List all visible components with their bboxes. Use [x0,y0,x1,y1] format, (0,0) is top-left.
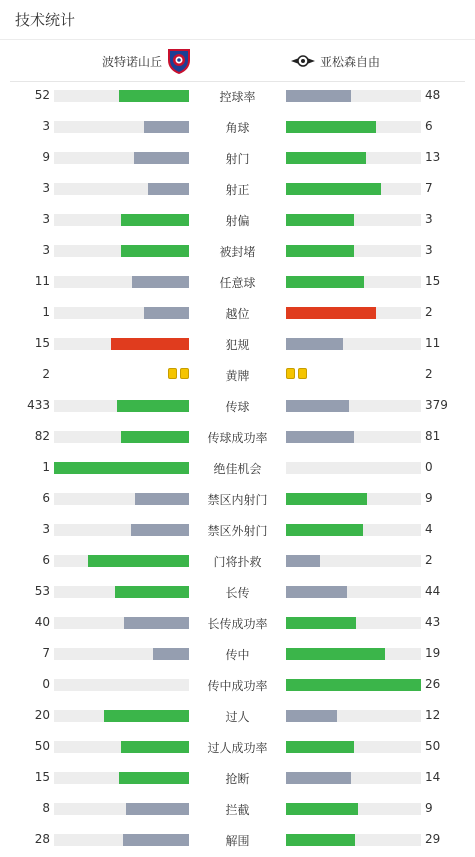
home-value: 3 [42,212,50,226]
home-value: 52 [34,88,50,102]
yellow-card-icon [180,368,189,379]
stat-label: 任意球 [219,276,256,290]
stat-label: 解围 [225,834,250,848]
stats-list [0,82,475,857]
away-bar [286,741,354,753]
teams-row [10,40,465,82]
stat-label: 射正 [225,183,250,197]
away-value: 26 [425,677,441,691]
away-value: 11 [425,336,441,350]
stat-row [0,485,475,516]
stat-label: 传球 [225,400,250,414]
home-value: 2 [42,367,50,381]
home-bar-track [54,772,189,784]
home-value: 20 [34,708,50,722]
home-value: 3 [42,243,50,257]
home-bar [88,555,189,567]
stat-label: 拦截 [225,803,250,817]
home-bar [148,183,189,195]
away-bar-track [286,338,421,350]
stat-row [0,330,475,361]
away-bar [286,493,367,505]
home-bar [111,338,189,350]
away-bar-track [286,524,421,536]
stat-label: 禁区内射门 [207,493,268,507]
home-value: 15 [34,770,50,784]
away-bar-track [286,834,421,846]
away-team[interactable] [291,48,380,74]
stat-label: 过人 [225,710,250,724]
away-bar [286,586,347,598]
yellow-card-icon [286,368,295,379]
away-bar [286,338,343,350]
stat-row [0,82,475,113]
away-bar-track [286,245,421,257]
away-bar [286,400,349,412]
stat-label: 长传 [225,586,250,600]
away-value: 2 [425,553,433,567]
away-bar [286,524,363,536]
away-value: 50 [425,739,441,753]
page-title: 技术统计 [15,11,76,29]
home-value: 433 [27,398,50,412]
away-bar [286,710,337,722]
home-bar [121,741,189,753]
away-value: 81 [425,429,441,443]
away-bar-track [286,183,421,195]
away-value: 48 [425,88,441,102]
away-yellow-cards [286,368,307,379]
home-team[interactable] [102,48,191,74]
away-value: 19 [425,646,441,660]
stat-row [0,392,475,423]
away-bar [286,803,358,815]
away-bar-track [286,462,421,474]
away-bar-track [286,90,421,102]
home-bar [123,834,189,846]
home-bar [124,617,189,629]
home-value: 15 [34,336,50,350]
home-bar-track [54,493,189,505]
home-bar [153,648,189,660]
home-value: 6 [42,553,50,567]
home-bar [117,400,189,412]
away-bar-track [286,648,421,660]
home-bar [144,307,189,319]
away-bar-track [286,617,421,629]
away-team-crest-icon [291,54,315,68]
stat-label: 长传成功率 [207,617,268,631]
home-value: 9 [42,150,50,164]
stat-row [0,299,475,330]
away-value: 15 [425,274,441,288]
away-bar [286,834,355,846]
home-bar-track [54,524,189,536]
home-bar-track [54,462,189,474]
stat-label: 禁区外射门 [207,524,268,538]
home-bar-track [54,276,189,288]
home-value: 3 [42,181,50,195]
stat-row [0,764,475,795]
stat-row [0,361,475,392]
away-bar-track [286,679,421,691]
yellow-card-icon [298,368,307,379]
home-bar [121,245,189,257]
away-value: 3 [425,243,433,257]
home-bar-track [54,307,189,319]
home-value: 50 [34,739,50,753]
home-bar [131,524,189,536]
away-bar [286,679,421,691]
yellow-card-icon [168,368,177,379]
stat-label: 角球 [225,121,250,135]
home-value: 6 [42,491,50,505]
stat-row [0,578,475,609]
away-bar [286,555,320,567]
home-value: 82 [34,429,50,443]
home-bar-track [54,400,189,412]
stat-label: 过人成功率 [207,741,268,755]
stat-row [0,237,475,268]
home-bar [121,431,189,443]
away-value: 13 [425,150,441,164]
stat-row [0,144,475,175]
stat-row [0,454,475,485]
home-bar-track [54,834,189,846]
away-bar-track [286,803,421,815]
away-bar [286,431,354,443]
stat-row [0,268,475,299]
away-bar [286,648,385,660]
stat-label: 抢断 [225,772,250,786]
away-value: 2 [425,305,433,319]
away-bar-track [286,214,421,226]
away-value: 9 [425,491,433,505]
home-bar [126,803,189,815]
home-bar [135,493,189,505]
home-bar [119,772,189,784]
home-bar-track [54,648,189,660]
home-bar-track [54,710,189,722]
away-value: 379 [425,398,448,412]
away-value: 12 [425,708,441,722]
stat-row [0,702,475,733]
away-value: 7 [425,181,433,195]
stat-label: 绝佳机会 [213,462,262,476]
stat-row [0,640,475,671]
home-value: 1 [42,305,50,319]
home-bar-track [54,586,189,598]
stat-label: 门将扑救 [213,555,262,569]
away-bar [286,617,356,629]
home-bar [144,121,189,133]
home-bar-track [54,617,189,629]
home-bar-track [54,245,189,257]
stat-row [0,733,475,764]
home-team-crest-icon [167,48,191,74]
stat-label: 黄牌 [225,369,250,383]
away-value: 3 [425,212,433,226]
home-bar [104,710,189,722]
home-bar [134,152,189,164]
stat-row [0,516,475,547]
away-bar [286,276,364,288]
away-bar-track [286,152,421,164]
stat-label: 射门 [225,152,250,166]
away-bar [286,245,354,257]
home-yellow-cards [168,368,189,379]
away-bar [286,307,376,319]
stat-label: 越位 [225,307,250,321]
home-bar-track [54,803,189,815]
away-value: 0 [425,460,433,474]
stat-row [0,175,475,206]
home-value: 28 [34,832,50,846]
away-value: 44 [425,584,441,598]
stat-label: 犯规 [225,338,250,352]
away-bar [286,772,351,784]
stat-row [0,671,475,702]
away-bar-track [286,307,421,319]
away-bar [286,214,354,226]
stats-header [0,0,475,40]
away-bar [286,183,381,195]
stat-row [0,826,475,857]
home-bar [121,214,189,226]
home-value: 3 [42,119,50,133]
away-bar-track [286,772,421,784]
away-value: 14 [425,770,441,784]
home-bar-track [54,152,189,164]
away-bar [286,152,366,164]
away-value: 29 [425,832,441,846]
away-value: 6 [425,119,433,133]
away-value: 9 [425,801,433,815]
home-bar [115,586,189,598]
away-value: 43 [425,615,441,629]
stat-label: 控球率 [219,90,256,104]
away-bar-track [286,710,421,722]
stat-row [0,609,475,640]
home-bar-track [54,183,189,195]
away-bar-track [286,555,421,567]
home-bar-track [54,214,189,226]
home-bar-track [54,555,189,567]
home-value: 3 [42,522,50,536]
home-value: 40 [34,615,50,629]
home-value: 1 [42,460,50,474]
stat-label: 传中成功率 [207,679,268,693]
stat-label: 传中 [225,648,250,662]
home-bar [119,90,189,102]
stat-label: 射偏 [225,214,250,228]
home-bar-track [54,741,189,753]
home-value: 8 [42,801,50,815]
away-bar-track [286,586,421,598]
stat-row [0,795,475,826]
home-team-name: 波特诺山丘 [102,54,163,69]
away-bar [286,90,351,102]
away-bar-track [286,493,421,505]
home-bar-track [54,431,189,443]
away-bar-track [286,400,421,412]
home-bar-track [54,338,189,350]
away-bar-track [286,431,421,443]
away-bar-track [286,741,421,753]
home-value: 53 [34,584,50,598]
home-bar-track [54,679,189,691]
stat-row [0,423,475,454]
away-bar-track [286,121,421,133]
stat-row [0,113,475,144]
stat-row [0,206,475,237]
stat-label: 被封堵 [219,245,256,259]
home-value: 0 [42,677,50,691]
away-value: 2 [425,367,433,381]
home-value: 7 [42,646,50,660]
home-bar [54,462,189,474]
stat-label: 传球成功率 [207,431,268,445]
away-bar [286,121,376,133]
home-bar [132,276,189,288]
home-bar-track [54,90,189,102]
away-value: 4 [425,522,433,536]
stat-row [0,547,475,578]
away-bar-track [286,276,421,288]
home-bar-track [54,121,189,133]
away-team-name: 亚松森自由 [320,54,381,69]
home-value: 11 [34,274,50,288]
